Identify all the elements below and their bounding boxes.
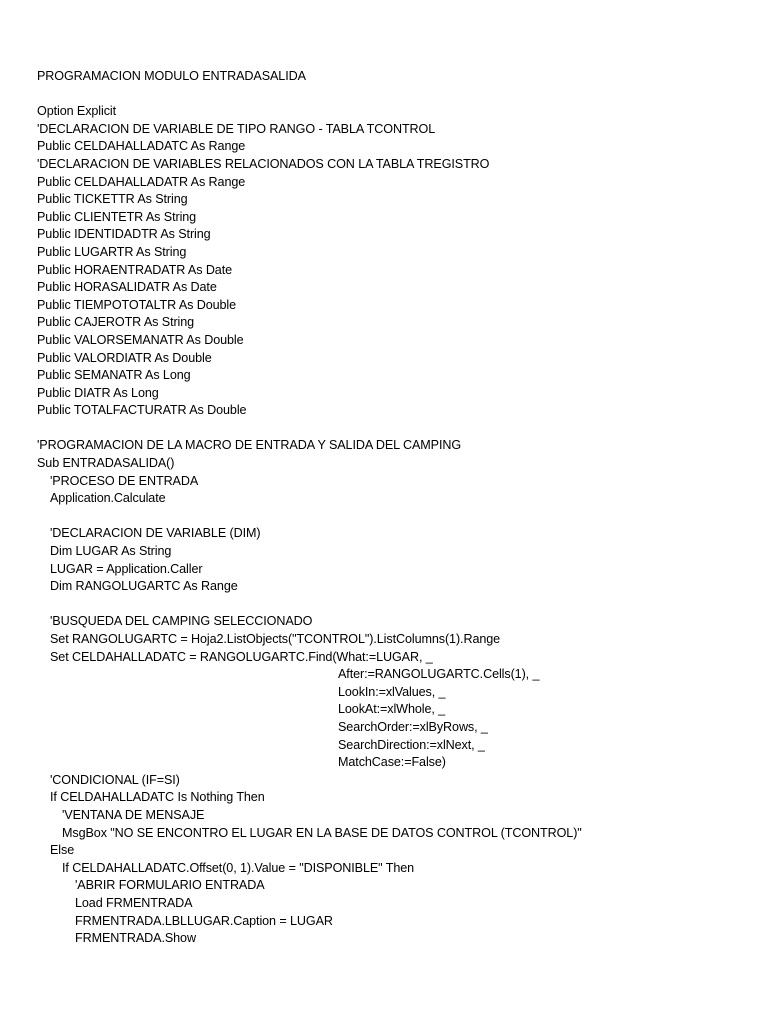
code-line: Application.Calculate bbox=[50, 491, 166, 506]
code-line: Sub ENTRADASALIDA() bbox=[37, 456, 175, 471]
code-line: Set RANGOLUGARTC = Hoja2.ListObjects("TCONTROL").ListColumns(1).Range bbox=[50, 632, 501, 646]
code-line: Public HORASALIDATR As Date bbox=[37, 280, 217, 295]
code-line: SearchOrder:=xlByRows, _ bbox=[338, 719, 488, 734]
code-line: Public IDENTIDADTR As String bbox=[37, 227, 211, 242]
code-line: After:=RANGOLUGARTC.Cells(1), _ bbox=[338, 667, 540, 682]
code-line: LUGAR = Application.Caller bbox=[50, 561, 203, 576]
code-line: 'PROGRAMACION DE LA MACRO DE ENTRADA Y SALIDA DEL CAMPING bbox=[37, 438, 462, 453]
code-line: Public LUGARTR As String bbox=[37, 244, 187, 259]
code-line: Public SEMANATR As Long bbox=[37, 368, 191, 383]
code-line: Public HORAENTRADATR As Date bbox=[37, 262, 233, 277]
code-line: 'CONDICIONAL (IF=SI) bbox=[50, 772, 180, 787]
blank-line bbox=[37, 420, 757, 438]
code-line: 'DECLARACION DE VARIABLE DE TIPO RANGO - TABLA TCONTROL bbox=[37, 121, 436, 136]
code-line: If CELDAHALLADATC.Offset(0, 1).Value = "DISPONIBLE" Then bbox=[62, 860, 415, 875]
code-line: 'DECLARACION DE VARIABLE (DIM) bbox=[50, 526, 261, 541]
code-line: 'ABRIR FORMULARIO ENTRADA bbox=[75, 878, 265, 893]
code-line: Public CELDAHALLADATC As Range bbox=[37, 139, 246, 154]
code-line: PROGRAMACION MODULO ENTRADASALIDA bbox=[37, 69, 306, 83]
blank-line bbox=[37, 596, 757, 614]
code-line: Public TICKETTR As String bbox=[37, 192, 188, 207]
code-line: Dim RANGOLUGARTC As Range bbox=[50, 579, 238, 594]
code-line: Public VALORDIATR As Double bbox=[37, 350, 212, 365]
code-line: Option Explicit bbox=[37, 104, 116, 119]
code-line: Public DIATR As Long bbox=[37, 385, 159, 400]
code-line: 'VENTANA DE MENSAJE bbox=[62, 807, 205, 822]
code-line: SearchDirection:=xlNext, _ bbox=[338, 737, 485, 752]
code-line: Public CLIENTETR As String bbox=[37, 209, 197, 224]
code-line: Load FRMENTRADA bbox=[75, 895, 193, 910]
code-line: 'DECLARACION DE VARIABLES RELACIONADOS CON LA TABLA TREGISTRO bbox=[37, 156, 490, 171]
code-line: Public CELDAHALLADATR As Range bbox=[37, 174, 246, 189]
code-line: Public VALORSEMANATR As Double bbox=[37, 332, 244, 347]
code-line: MatchCase:=False) bbox=[338, 755, 446, 770]
code-line: Else bbox=[50, 843, 75, 858]
code-line: Public TIEMPOTOTALTR As Double bbox=[37, 297, 237, 312]
code-line: Set CELDAHALLADATC = RANGOLUGARTC.Find(What:=LUGAR, _ bbox=[50, 649, 433, 664]
code-line: Dim LUGAR As String bbox=[50, 544, 172, 559]
code-line: Public CAJEROTR As String bbox=[37, 315, 195, 330]
code-line: 'BUSQUEDA DEL CAMPING SELECCIONADO bbox=[50, 614, 313, 629]
blank-line bbox=[37, 508, 757, 526]
code-line: MsgBox "NO SE ENCONTRO EL LUGAR EN LA BASE DE DATOS CONTROL (TCONTROL)" bbox=[62, 825, 582, 840]
code-line: FRMENTRADA.LBLLUGAR.Caption = LUGAR bbox=[75, 913, 333, 928]
code-line: Public TOTALFACTURATR As Double bbox=[37, 403, 247, 418]
code-line: LookIn:=xlValues, _ bbox=[338, 684, 446, 699]
code-line: LookAt:=xlWhole, _ bbox=[338, 702, 446, 717]
code-line: FRMENTRADA.Show bbox=[75, 931, 196, 946]
code-line: 'PROCESO DE ENTRADA bbox=[50, 473, 199, 488]
code-line: If CELDAHALLADATC Is Nothing Then bbox=[50, 790, 265, 805]
document-page bbox=[37, 68, 757, 948]
blank-line bbox=[37, 86, 757, 104]
